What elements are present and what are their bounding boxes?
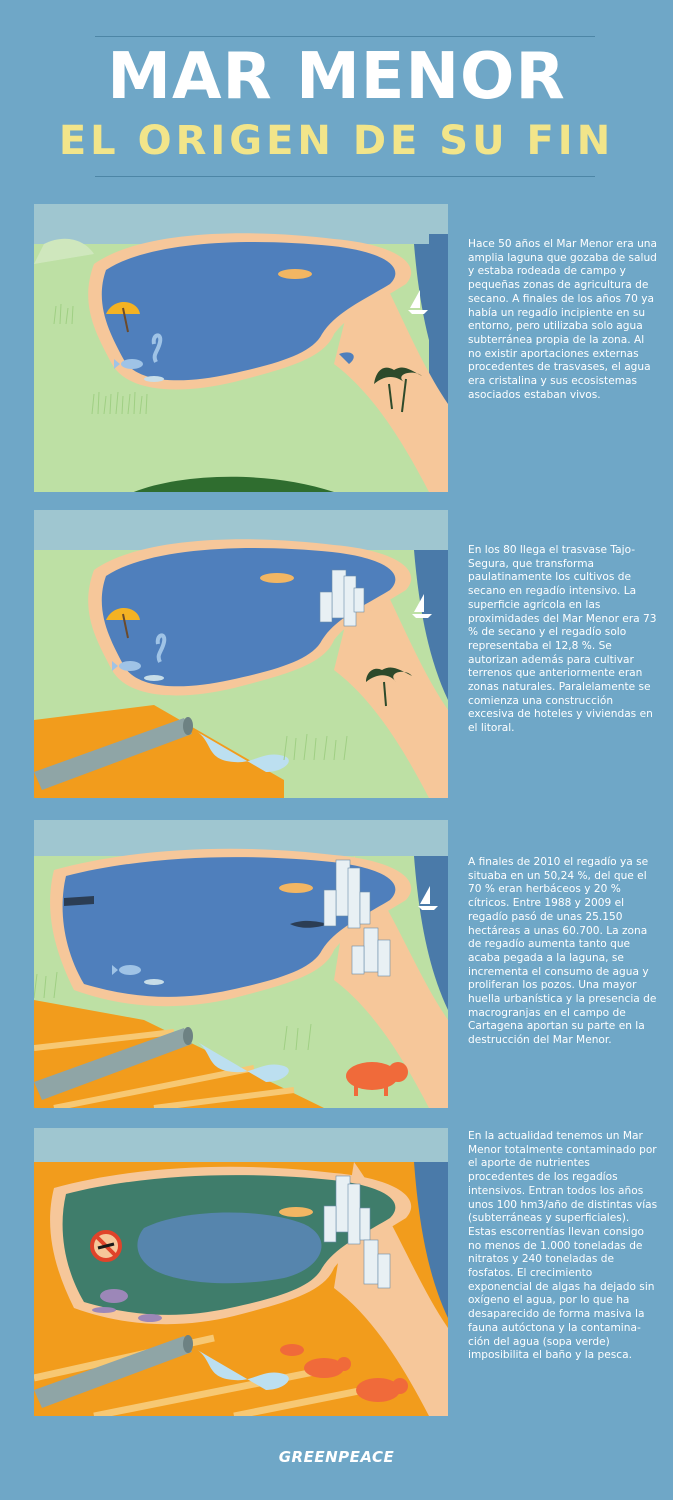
section-text-2: En los 80 llega el trasvase Tajo-Segura, que transforma paulatinamente los cultivos de secano en regadío intensivo. La superficie agrícola en las proximidades del Mar Menor era 73 % de secano y el regadío solo representaba el 12,8 %. Se autorizan además para cultivar terrenos que anteriormente eran zonas naturales. Paralelamente se comienza una construcción excesiva de hoteles y viviendas en el litoral. bbox=[468, 544, 657, 735]
section-text-1: Hace 50 años el Mar Menor era una amplia laguna que gozaba de salud y estaba rodeada de campo y pequeñas zonas de agricultura de secano. A finales de los años 70 ya había un regadío incipiente en su entorno, pero utilizaba solo agua subterránea propia de la zona. Al no existir aportaciones externas procedentes de trasvases, el agua era cristalina y sus ecosistemas asociados estaban vivos. bbox=[468, 238, 658, 401]
top-rule bbox=[95, 36, 595, 37]
illustration-polluted-lagoon bbox=[34, 1128, 448, 1416]
page-title: MAR MENOR bbox=[107, 40, 566, 114]
illustration-healthy-lagoon bbox=[34, 204, 448, 492]
section-text-4: En la actualidad tenemos un Mar Menor totalmente contaminado por el aporte de nutrientes procedentes de los regadíos intensivos. Entran todos los años unos 100 hm3/año de distintas vías (subterráneas y superficiales). Estas escorrentías llevan consigo no menos de 1.000 toneladas de nitratos y 240 toneladas de fosfatos. El crecimiento exponencial de algas ha dejado sin oxígeno el agua, por lo que ha desaparecido de forma masiva la fauna autóctona y la contamina- ción del agua (sopa verde) imposibilita el baño y la pesca. bbox=[468, 1130, 658, 1362]
panel-end-of-2010 bbox=[34, 820, 448, 1108]
panel-the-80s bbox=[34, 510, 448, 798]
panel-50-years-ago bbox=[34, 204, 448, 492]
illustration-intensive-irrigation bbox=[34, 820, 448, 1108]
section-text-3: A finales de 2010 el regadío ya se situaba en un 50,24 %, del que el 70 % eran herbáceos y 20 % cítricos. Entre 1988 y 2009 el regadío pasó de unas 25.150 hectáreas a unas 60.700. La zona de regadío aumenta tanto que acaba pegada a la laguna, se incrementa el consumo de agua y proliferan los pozos. Una mayor huella urbanística y la presencia de macrogranjas en el campo de Cartagena aportan su parte en la destrucción del Mar Menor. bbox=[468, 856, 657, 1047]
title-rule bbox=[95, 176, 595, 177]
greenpeace-logo: GREENPEACE bbox=[278, 1448, 395, 1466]
no-swimming-icon bbox=[92, 1232, 120, 1260]
illustration-irrigation-begins bbox=[34, 510, 448, 798]
page-subtitle: EL ORIGEN DE SU FIN bbox=[58, 118, 615, 164]
panel-today bbox=[34, 1128, 448, 1416]
